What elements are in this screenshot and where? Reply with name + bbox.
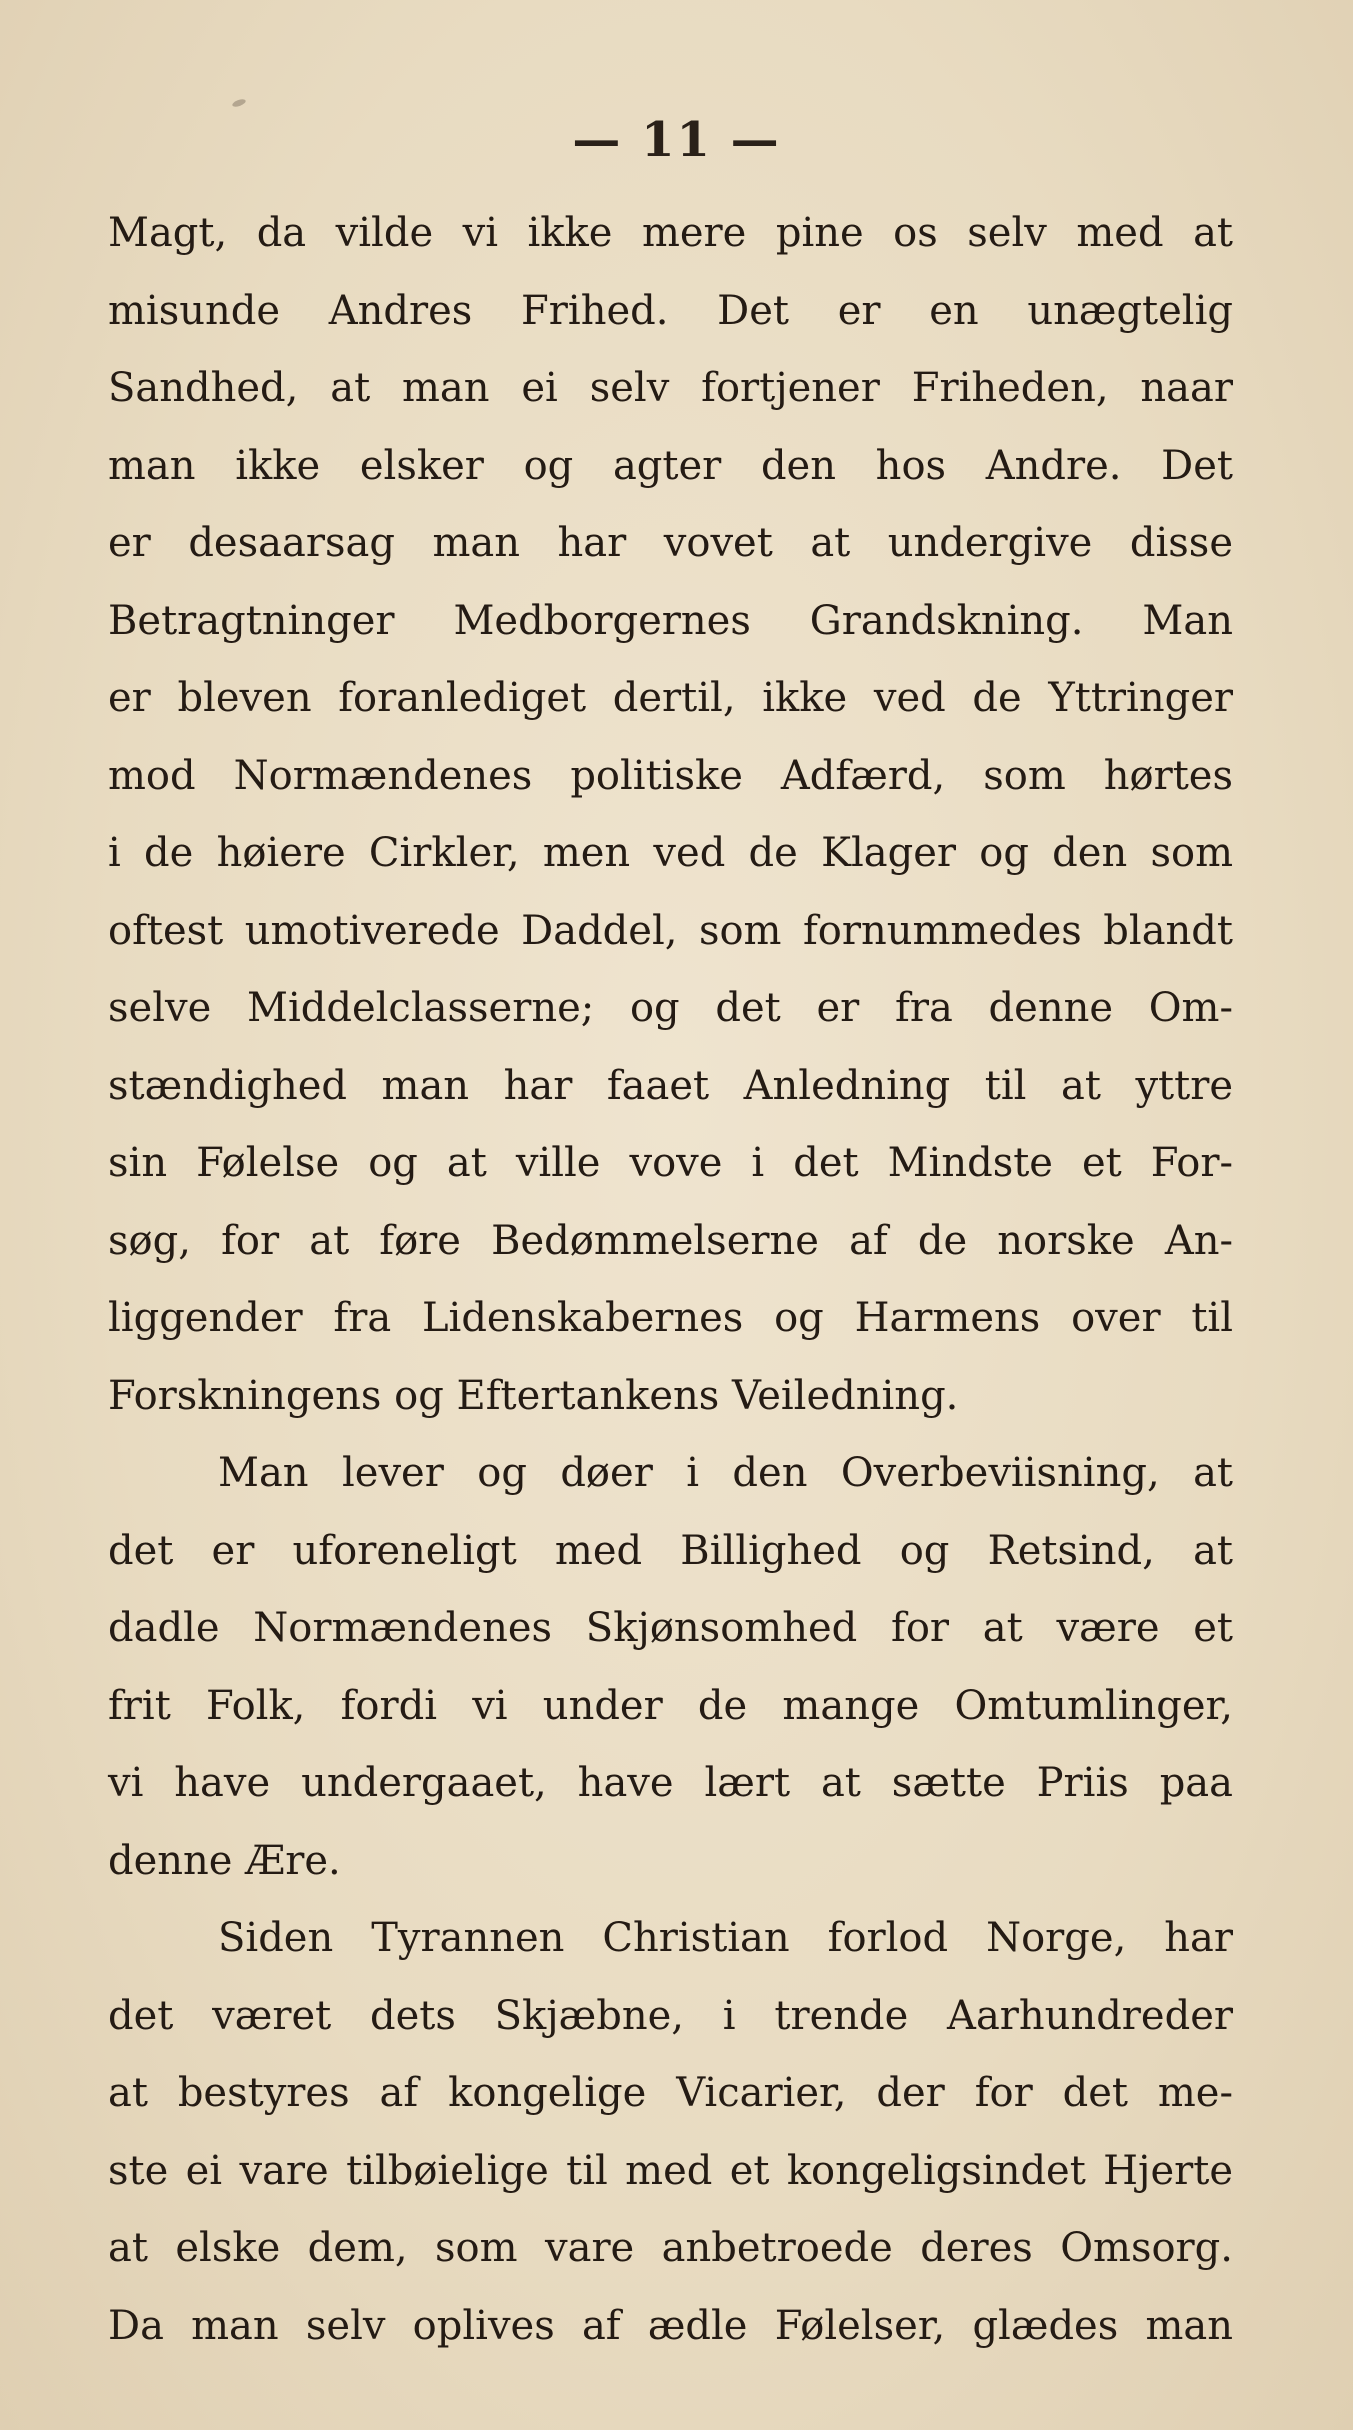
text-line: oftest umotiverede Daddel, som fornummedes blandt — [108, 907, 1233, 954]
text-line: er bleven foranlediget dertil, ikke ved de Yttringer — [108, 675, 1233, 721]
text-line: at bestyres af kongelige Vicarier, der for det me- — [108, 2070, 1233, 2116]
text-line: Sandhed, at man ei selv fortjener Friheden, naar — [108, 365, 1233, 411]
text-line: Magt, da vilde vi ikke mere pine os selv med at — [108, 210, 1233, 256]
text-line: Da man selv oplives af ædle Følelser, glædes man — [108, 2302, 1233, 2349]
ink-spot — [231, 98, 246, 108]
text-line: stændighed man har faaet Anledning til at yttre — [108, 1062, 1233, 1109]
text-line: er desaarsag man har vovet at undergive disse — [108, 520, 1233, 566]
page-number: — 11 — — [572, 112, 781, 168]
text-line: ste ei vare tilbøielige til med et kongeligsindet Hjerte — [108, 2147, 1233, 2194]
text-line: selve Middelclasserne; og det er fra denne Om- — [108, 985, 1233, 1031]
text-line: liggender fra Lidenskabernes og Harmens over til — [108, 1295, 1233, 1341]
text-line: Man lever og døer i den Overbeviisning, at — [218, 1450, 1233, 1496]
text-line: det været dets Skjæbne, i trende Aarhundreder — [108, 1992, 1233, 2039]
text-line: frit Folk, fordi vi under de mange Omtumlinger, — [108, 1682, 1233, 1729]
text-line: sin Følelse og at ville vove i det Mindste et For- — [108, 1140, 1233, 1186]
text-line: at elske dem, som vare anbetroede deres Omsorg. — [108, 2225, 1233, 2271]
text-line: dadle Normændenes Skjønsomhed for at være et — [108, 1605, 1233, 1651]
text-line: Betragtninger Medborgernes Grandskning. Man — [108, 597, 1233, 644]
text-line: mod Normændenes politiske Adfærd, som hørtes — [108, 752, 1233, 799]
body-text — [108, 195, 1233, 2365]
text-line: i de høiere Cirkler, men ved de Klager og den som — [108, 830, 1233, 876]
text-line: denne Ære. — [108, 1837, 341, 1884]
text-line: Forskningens og Eftertankens Veiledning. — [108, 1372, 959, 1419]
text-line: søg, for at føre Bedømmelserne af de norske An- — [108, 1217, 1233, 1264]
text-line: misunde Andres Frihed. Det er en unægtelig — [108, 287, 1233, 334]
text-line: man ikke elsker og agter den hos Andre. Det — [108, 442, 1233, 489]
text-line: vi have undergaaet, have lært at sætte Priis paa — [108, 1760, 1233, 1806]
text-line: Siden Tyrannen Christian forlod Norge, har — [218, 1915, 1233, 1961]
text-line: det er uforeneligt med Billighed og Retsind, at — [108, 1527, 1233, 1574]
